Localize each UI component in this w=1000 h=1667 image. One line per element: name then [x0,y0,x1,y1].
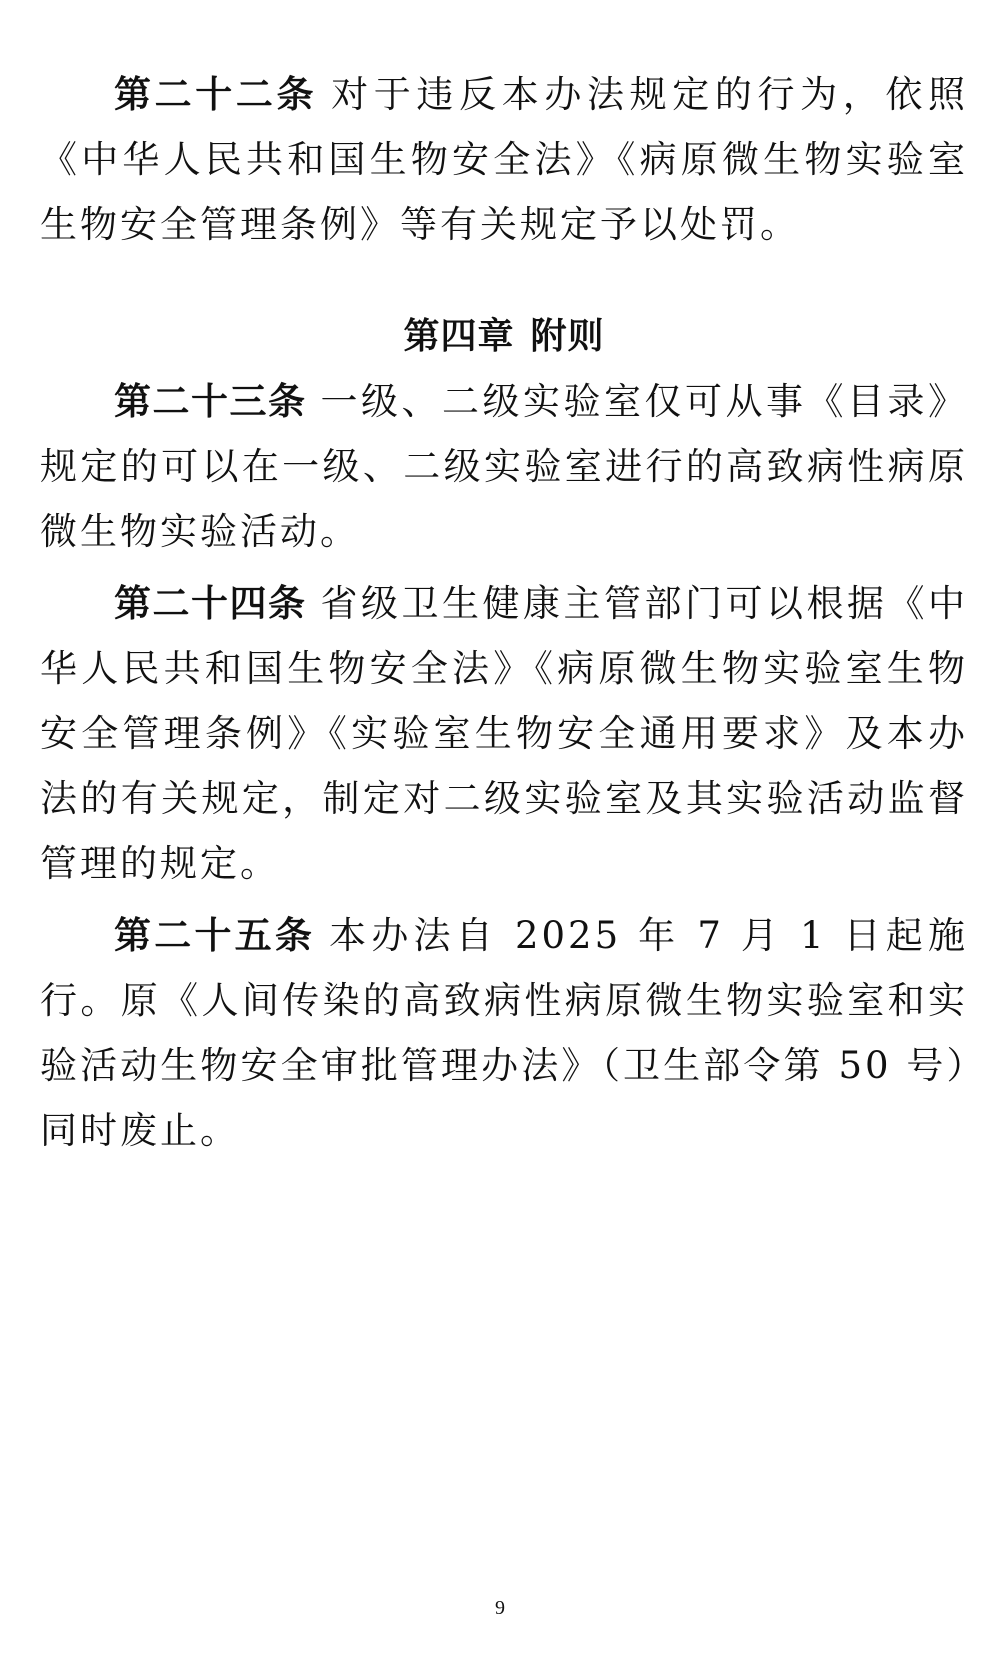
chapter-heading [40,304,968,369]
article-24 [40,571,968,896]
article-text: 一级、二级实验室仅可从事《目录》规定的可以在一级、二级实验室进行的高致病性病原微生物实验活动。 [40,380,968,553]
chapter-number: 第四章 [403,316,515,357]
article-label: 第二十五条 [114,914,316,957]
article-22 [40,62,968,257]
article-text: 对于违反本办法规定的行为，依照《中华人民共和国生物安全法》《病原微生物实验室生物安全管理条例》等有关规定予以处罚。 [40,73,969,246]
article-label: 第二十二条 [114,73,318,116]
article-text: 本办法自 2025 年 7 月 1 日起施行。原《人间传染的高致病性病原微生物实验室和实验活动生物安全审批管理办法》（卫生部令第 50 号）同时废止。 [40,914,969,1152]
page-number: 9 [495,1597,505,1619]
article-text: 省级卫生健康主管部门可以根据《中华人民共和国生物安全法》《病原微生物实验室生物安全管理条例》《实验室生物安全通用要求》及本办法的有关规定，制定对二级实验室及其实验活动监督管理的规定。 [40,582,968,885]
document-page [40,62,968,1170]
article-25 [40,903,968,1163]
article-23 [40,369,968,564]
article-label: 第二十四条 [114,582,307,625]
article-label: 第二十三条 [114,380,307,423]
chapter-title: 附则 [530,316,605,357]
